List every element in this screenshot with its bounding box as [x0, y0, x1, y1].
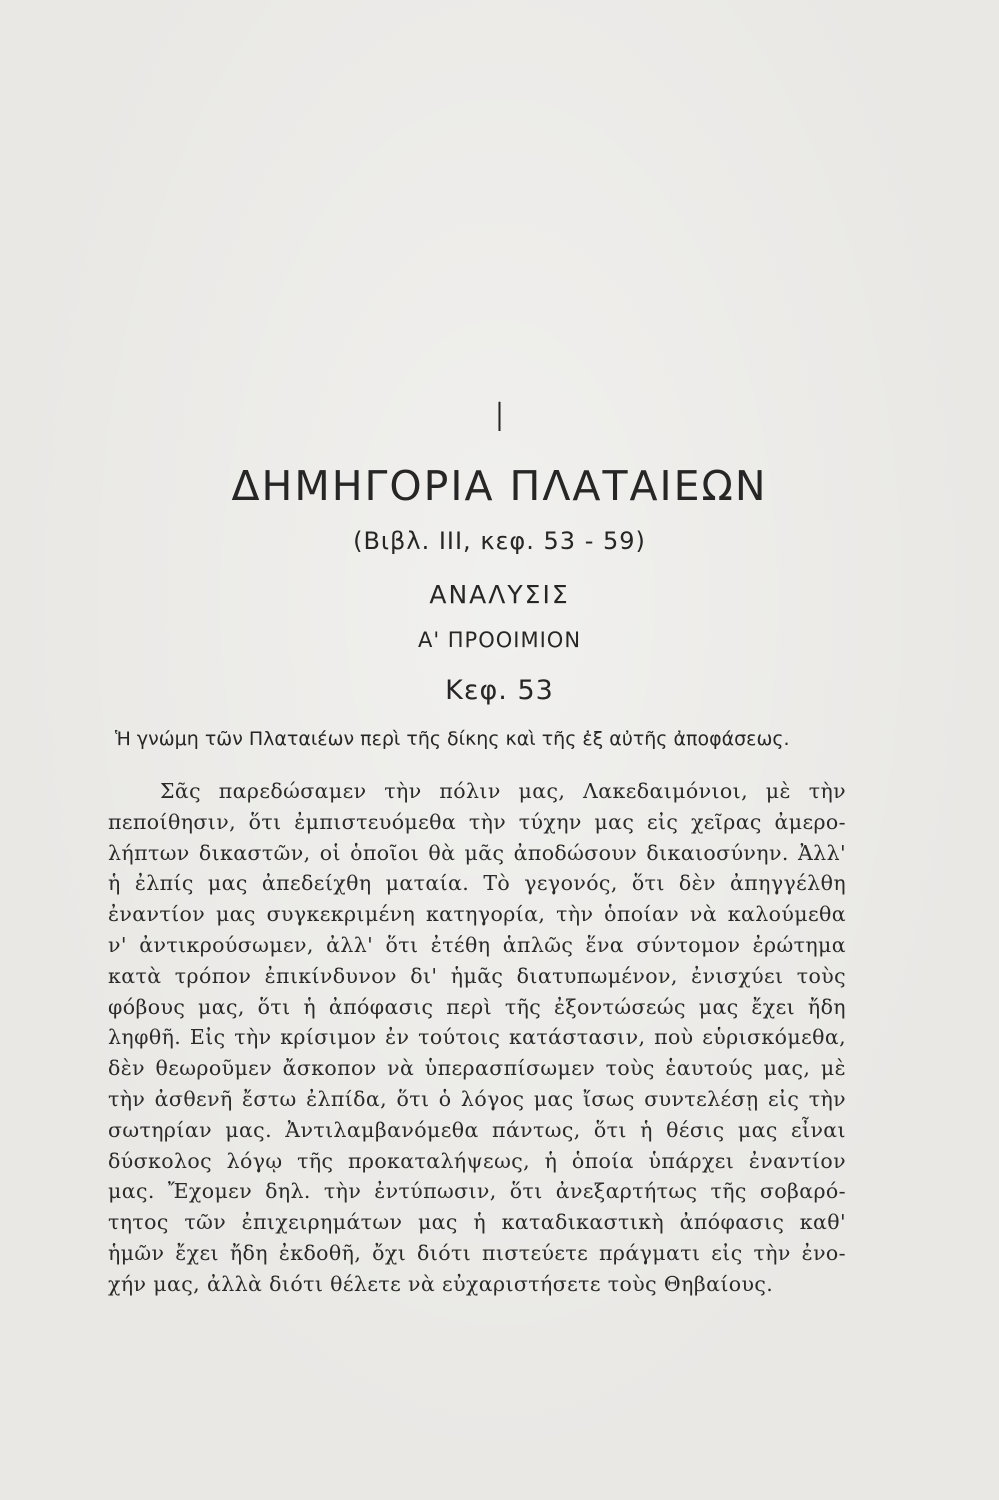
chapter-summary: Ἡ γνώμη τῶν Πλαταιέων περὶ τῆς δίκης καὶ τῆς ἐξ αὐτῆς ἀποφάσεως. — [115, 728, 790, 750]
book-reference: (Βιβλ. III, κεφ. 53 - 59) — [353, 527, 646, 555]
body-line: τητος τῶν ἐπιχειρημάτων μας ἡ καταδικαστικὴ ἀπόφασις καθ' — [108, 1210, 846, 1235]
analysis-heading: ΑΝΑΛΥΣΙΣ — [429, 580, 570, 609]
body-line: δὲν θεωροῦμεν ἄσκοπον νὰ ὑπερασπίσωμεν τοὺς ἑαυτούς μας, μὲ — [108, 1056, 846, 1081]
body-line: σωτηρίαν μας. Ἀντιλαμβανόμεθα πάντως, ὅτι ἡ θέσις μας εἶναι — [108, 1117, 846, 1142]
body-line: Σᾶς παρεδώσαμεν τὴν πόλιν μας, Λακεδαιμόνιοι, μὲ τὴν — [160, 779, 846, 803]
chapter-numeral: I — [493, 395, 506, 441]
body-line: ν' ἀντικρούσωμεν, ἀλλ' ὅτι ἐτέθη ἁπλῶς ἕνα σύντομον ἐρώτημα — [108, 932, 846, 957]
body-line: ληφθῆ. Εἰς τὴν κρίσιμον ἐν τούτοις κατάστασιν, ποὺ εὑρισκόμεθα, — [108, 1025, 846, 1050]
body-line: ἡ ἐλπίς μας ἀπεδείχθη ματαία. Τὸ γεγονός, ὅτι δὲν ἀπηγγέλθη — [108, 871, 846, 896]
body-line: πεποίθησιν, ὅτι ἐμπιστευόμεθα τὴν τύχην μας εἰς χεῖρας ἀμερο- — [108, 809, 846, 834]
body-line: λήπτων δικαστῶν, οἱ ὁποῖοι θὰ μᾶς ἀποδώσουν δικαιοσύνην. Ἀλλ' — [108, 840, 846, 865]
body-line: κατὰ τρόπον ἐπικίνδυνον δι' ἡμᾶς διατυπωμένον, ἐνισχύει τοὺς — [108, 963, 846, 988]
section-heading: Α' ΠΡΟΟΙΜΙΟΝ — [417, 628, 582, 652]
body-line: τὴν ἀσθενῆ ἔστω ἐλπίδα, ὅτι ὁ λόγος μας ἴσως συντελέσῃ εἰς τὴν — [108, 1086, 846, 1111]
body-line: μας. Ἔχομεν δηλ. τὴν ἐντύπωσιν, ὅτι ἀνεξαρτήτως τῆς σοβαρό- — [108, 1179, 846, 1204]
body-line: δύσκολος λόγῳ τῆς προκαταλήψεως, ἡ ὁποία ὑπάρχει ἐναντίον — [108, 1148, 846, 1173]
body-line: ἡμῶν ἔχει ἤδη ἐκδοθῆ, ὄχι διότι πιστεύετε πράγματι εἰς τὴν ἐνο- — [108, 1240, 846, 1265]
body-line: ἐναντίον μας συγκεκριμένη κατηγορία, τὴν ὁποίαν νὰ καλούμεθα — [108, 902, 846, 927]
page-title: ΔΗΜΗΓΟΡΙΑ ΠΛΑΤΑΙΕΩΝ — [231, 462, 768, 510]
body-paragraph — [108, 776, 846, 1300]
body-line: φόβους μας, ὅτι ἡ ἀπόφασις περὶ τῆς ἐξοντώσεώς μας ἔχει ἤδη — [108, 994, 846, 1019]
body-line: χήν μας, ἀλλὰ διότι θέλετε νὰ εὐχαριστήσετε τοὺς Θηβαίους. — [108, 1271, 774, 1296]
chapter-label: Κεφ. 53 — [445, 675, 554, 706]
